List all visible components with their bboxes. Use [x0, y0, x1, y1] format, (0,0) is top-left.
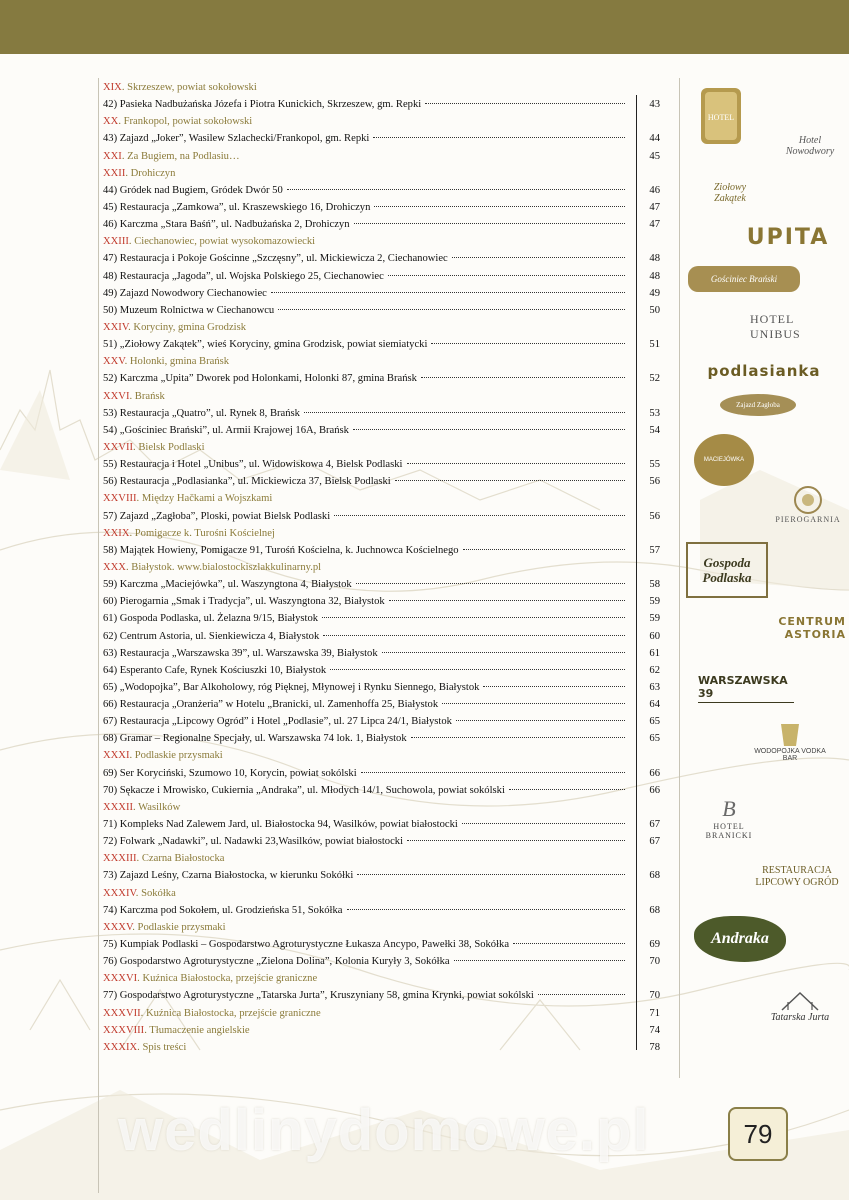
toc-entry-text: 70) Sękacze i Mrowisko, Cukiernia „Andraka”, ul. Młodych 14/1, Suchowola, powiat sokólski — [103, 784, 505, 796]
dot-leader — [454, 959, 625, 961]
dot-leader — [513, 942, 625, 944]
toc-section-heading — [103, 79, 659, 96]
toc-entry — [103, 96, 659, 113]
section-title: . Kuźnica Białostocka, przejście graniczne — [137, 973, 318, 985]
toc-page-number: 68 — [649, 904, 660, 916]
toc-section-heading — [103, 353, 659, 370]
toc-entry — [103, 542, 659, 559]
toc-page-number: 45 — [649, 150, 660, 162]
section-number: XXXI — [103, 750, 130, 762]
section-number: XXXIII — [103, 853, 137, 865]
dot-leader — [538, 993, 625, 995]
section-number: XXXVI — [103, 973, 138, 985]
dot-leader — [353, 428, 625, 430]
toc-entry-text: 59) Karczma „Maciejówka”, ul. Waszyngtona 4, Białystok — [103, 579, 352, 591]
toc-page-number: 67 — [649, 819, 660, 831]
toc-section-heading — [103, 1022, 659, 1039]
toc-entry-text: 49) Zajazd Nowodwory Ciechanowiec — [103, 287, 267, 299]
toc-section-heading — [103, 113, 659, 130]
svg-text:HOTEL: HOTEL — [707, 113, 735, 122]
section-number: XXIV — [103, 321, 129, 333]
dot-leader — [334, 514, 625, 516]
dot-leader — [388, 274, 625, 276]
section-number: XXX — [103, 561, 126, 573]
logo-gosciniec-branski: Gościniec Brański — [688, 266, 800, 292]
toc-page-number: 43 — [649, 99, 660, 111]
toc-entry — [103, 473, 659, 490]
dot-leader — [271, 291, 625, 293]
dot-leader — [462, 822, 625, 824]
section-number: XXXVII — [103, 1007, 141, 1019]
toc-entry — [103, 250, 659, 267]
toc-entry — [103, 713, 659, 730]
section-title: . Bielsk Podlaski — [133, 441, 205, 453]
toc-page-number: 68 — [649, 870, 660, 882]
section-title: . Podlaskie przysmaki — [132, 921, 226, 933]
toc-entry — [103, 199, 659, 216]
toc-entry — [103, 902, 659, 919]
dot-leader — [463, 548, 625, 550]
toc-section-heading — [103, 439, 659, 456]
toc-entry — [103, 662, 659, 679]
section-title: . Skrzeszew, powiat sokołowski — [121, 82, 257, 93]
toc-entry-text: 42) Pasieka Nadbużańska Józefa i Piotra Kunickich, Skrzeszew, gm. Repki — [103, 99, 422, 111]
toc-page-number: 67 — [649, 836, 660, 848]
toc-page-number: 70 — [649, 956, 660, 968]
page-number: 79 — [728, 1107, 788, 1161]
toc-entry-text: 43) Zajazd „Joker”, Wasilew Szlachecki/Frankopol, gm. Repki — [103, 133, 370, 145]
toc-page-number: 59 — [649, 613, 660, 625]
toc-section-heading — [103, 885, 659, 902]
dot-leader — [452, 256, 625, 258]
section-number: XIX — [103, 82, 122, 93]
toc-section-heading — [103, 747, 659, 764]
toc-entry-text: 57) Zajazd „Zagłoba”, Ploski, powiat Bielsk Podlaski — [103, 510, 331, 522]
dot-leader — [356, 582, 625, 584]
dot-leader — [322, 616, 625, 618]
toc-page-number: 78 — [649, 1041, 660, 1053]
section-title: . Białystok. www.bialostockiszlakkulinarny.pl — [125, 561, 322, 573]
logo-maciejowka: MACIEJÓWKA — [694, 434, 754, 486]
toc-entry — [103, 456, 659, 473]
section-title: . Frankopol, powiat sokołowski — [118, 116, 253, 128]
dot-leader — [407, 839, 625, 841]
dot-leader — [304, 411, 625, 413]
dot-leader — [354, 222, 625, 224]
toc-entry — [103, 696, 659, 713]
toc-entry-text: 54) „Gościniec Brański”, ul. Armii Krajowej 16A, Brańsk — [103, 424, 349, 436]
logo-hotel-branicki: B HOTEL BRANICKI — [705, 796, 753, 840]
section-number: XX — [103, 116, 119, 128]
left-rule — [98, 78, 99, 1193]
section-number: XXIX — [103, 527, 130, 539]
toc-page-number: 69 — [649, 939, 660, 951]
toc-page-number: 48 — [649, 270, 660, 282]
section-number: XXII — [103, 167, 126, 179]
toc-entry-text: 50) Muzeum Rolnictwa w Ciechanowcu — [103, 304, 275, 316]
toc-entry — [103, 679, 659, 696]
toc-entry-text: 61) Gospoda Podlaska, ul. Żelazna 9/15, Białystok — [103, 613, 319, 625]
section-number: XXV — [103, 356, 125, 368]
dot-leader — [456, 719, 625, 721]
toc-page-number: 65 — [649, 733, 660, 745]
toc-entry-text: 64) Esperanto Cafe, Rynek Kościuszki 10, Białystok — [103, 664, 327, 676]
toc-entry-text: 44) Gródek nad Bugiem, Gródek Dwór 50 — [103, 184, 283, 196]
toc-entry-text: 68) Gramar – Regionalne Specjały, ul. Warszawska 74 lok. 1, Białystok — [103, 733, 407, 745]
toc-entry — [103, 610, 659, 627]
toc-section-heading — [103, 233, 659, 250]
toc-entry-text: 46) Karczma „Stara Baśń”, ul. Nadbużańska 2, Drohiczyn — [103, 219, 350, 231]
logo-podlasianka: podlasianka — [707, 362, 821, 380]
logo-hotel-unibus: HOTEL UNIBUS — [750, 312, 801, 341]
toc-section-heading — [103, 148, 659, 165]
section-title: . Pomigacze k. Turośni Kościelnej — [129, 527, 275, 539]
watermark: wedlinydomowe.pl — [118, 1098, 650, 1163]
table-of-contents — [103, 79, 659, 1056]
toc-section-heading — [103, 388, 659, 405]
logo-hotel-nowodwory: Hotel Nowodwory — [785, 135, 835, 157]
toc-page-number: 70 — [649, 990, 660, 1002]
toc-page-number: 66 — [649, 784, 660, 796]
toc-entry — [103, 628, 659, 645]
dot-leader — [395, 479, 625, 481]
toc-entry-text: 66) Restauracja „Oranżeria” w Hotelu „Branicki, ul. Zamenhoffa 25, Białystok — [103, 699, 439, 711]
toc-page-number: 56 — [649, 476, 660, 488]
toc-entry-text: 56) Restauracja „Podlasianka”, ul. Mickiewicza 37, Bielsk Podlaski — [103, 476, 391, 488]
toc-entry-text: 58) Majątek Howieny, Pomigacze 91, Turośń Kościelna, k. Juchnowca Kościelnego — [103, 544, 459, 556]
toc-entry — [103, 730, 659, 747]
section-number: XXVI — [103, 390, 130, 402]
logo-gospoda-podlaska: Gospoda Podlaska — [686, 542, 768, 598]
dot-leader — [483, 685, 625, 687]
logo-andraka: Andraka — [694, 916, 786, 962]
toc-entry — [103, 370, 659, 387]
toc-entry-text: 74) Karczma pod Sokołem, ul. Grodzieńska 51, Sokółka — [103, 904, 343, 916]
toc-entry-text: 62) Centrum Astoria, ul. Sienkiewicza 4, Białystok — [103, 630, 320, 642]
toc-entry-text: 65) „Wodopojka”, Bar Alkoholowy, róg Pięknej, Młynowej i Rynku Siennego, Białystok — [103, 681, 480, 693]
dot-leader — [278, 308, 625, 310]
dot-leader — [382, 651, 625, 653]
toc-section-heading — [103, 919, 659, 936]
toc-entry — [103, 405, 659, 422]
toc-entry — [103, 645, 659, 662]
dot-leader — [509, 788, 625, 790]
logo-pierogarnia: PIEROGARNIA — [772, 480, 844, 528]
toc-section-heading — [103, 799, 659, 816]
logo-centrum-astoria: CENTRUM ASTORIA — [778, 615, 846, 641]
toc-page-number: 49 — [649, 287, 660, 299]
dot-leader — [407, 462, 626, 464]
toc-entry — [103, 782, 659, 799]
dot-leader — [389, 599, 625, 601]
section-number: XXXIV — [103, 887, 136, 899]
toc-entry — [103, 867, 659, 884]
toc-section-heading — [103, 1039, 659, 1056]
toc-entry — [103, 182, 659, 199]
section-number: XXXVIII — [103, 1024, 145, 1036]
dot-leader — [347, 908, 626, 910]
toc-entry — [103, 936, 659, 953]
section-title: . Podlaskie przysmaki — [129, 750, 223, 762]
toc-entry-text: 60) Pierogarnia „Smak i Tradycja”, ul. Waszyngtona 32, Białystok — [103, 596, 385, 608]
section-number: XXVII — [103, 441, 134, 453]
toc-page-number: 58 — [649, 579, 660, 591]
toc-page-number: 65 — [649, 716, 660, 728]
toc-entry — [103, 268, 659, 285]
dot-leader — [361, 771, 625, 773]
section-title: . Holonki, gmina Brańsk — [124, 356, 230, 368]
dot-leader — [373, 136, 625, 138]
toc-page-number: 50 — [649, 304, 660, 316]
dot-leader — [431, 342, 625, 344]
section-title: . Za Bugiem, na Podlasiu… — [121, 150, 240, 162]
dot-leader — [421, 376, 625, 378]
toc-section-heading — [103, 165, 659, 182]
section-number: XXIII — [103, 236, 129, 248]
toc-page-number: 63 — [649, 681, 660, 693]
toc-entry-text: 67) Restauracja „Lipcowy Ogród” i Hotel „Podlasie”, ul. 27 Lipca 24/1, Białystok — [103, 716, 452, 728]
toc-entry — [103, 285, 659, 302]
toc-entry-text: 69) Ser Koryciński, Szumowo 10, Korycin, powiat sokólski — [103, 767, 357, 779]
toc-page-number: 47 — [649, 201, 660, 213]
section-number: XXI — [103, 150, 122, 162]
toc-page-number: 64 — [649, 699, 660, 711]
toc-entry-text: 52) Karczma „Upita” Dworek pod Holonkami, Holonki 87, gmina Brańsk — [103, 373, 417, 385]
section-title: . Kuźnica Białostocka, przejście graniczne — [140, 1007, 321, 1019]
toc-entry-text: 63) Restauracja „Warszawska 39”, ul. Warszawska 39, Białystok — [103, 647, 378, 659]
section-number: XXXII — [103, 801, 134, 813]
toc-page-number: 46 — [649, 184, 660, 196]
toc-entry-text: 53) Restauracja „Quatro”, ul. Rynek 8, Brańsk — [103, 407, 300, 419]
toc-page-number: 48 — [649, 253, 660, 265]
toc-page-number: 60 — [649, 630, 660, 642]
toc-page-number: 62 — [649, 664, 660, 676]
toc-entry-text: 71) Kompleks Nad Zalewem Jard, ul. Białostocka 94, Wasilków, powiat białostocki — [103, 819, 458, 831]
dot-leader — [425, 102, 625, 104]
toc-entry-text: 72) Folwark „Nadawki”, ul. Nadawki 23,Wasilków, powiat białostocki — [103, 836, 404, 848]
toc-page-number: 56 — [649, 510, 660, 522]
toc-page-number: 66 — [649, 767, 660, 779]
toc-page-number: 44 — [649, 133, 660, 145]
toc-entry — [103, 765, 659, 782]
toc-page-number: 51 — [649, 339, 660, 351]
toc-entry-text: 48) Restauracja „Jagoda”, ul. Wojska Polskiego 25, Ciechanowiec — [103, 270, 384, 282]
section-title: . Tłumaczenie angielskie — [144, 1024, 250, 1036]
toc-entry-text: 45) Restauracja „Zamkowa”, ul. Kraszewskiego 16, Drohiczyn — [103, 201, 371, 213]
toc-entry-text: 75) Kumpiak Podlaski – Gospodarstwo Agroturystyczne Łukasza Ancypo, Pawełki 38, Sokółka — [103, 939, 510, 951]
toc-section-heading — [103, 850, 659, 867]
toc-page-number: 71 — [649, 1007, 660, 1019]
toc-section-heading — [103, 559, 659, 576]
toc-entry — [103, 833, 659, 850]
toc-section-heading — [103, 1005, 659, 1022]
toc-page-number: 47 — [649, 219, 660, 231]
section-title: . Spis treści — [137, 1041, 187, 1053]
toc-section-heading — [103, 319, 659, 336]
section-number: XXXIX — [103, 1041, 138, 1053]
dot-leader — [323, 634, 625, 636]
toc-page-number: 61 — [649, 647, 660, 659]
logo-lipcowy-ogrod: RESTAURACJA LIPCOWY OGRÓD — [755, 865, 839, 888]
section-title: . Między Hačkami a Wojszkami — [136, 493, 273, 505]
logo-zagloba: Zajazd Zagłoba — [720, 394, 796, 416]
section-number: XXVIII — [103, 493, 137, 505]
logo-column — [680, 78, 849, 1038]
section-title: . Brańsk — [129, 390, 165, 402]
toc-entry — [103, 302, 659, 319]
section-title: . Koryciny, gmina Grodzisk — [128, 321, 247, 333]
logo-ziolowy-zakatek: Ziołowy Zakątek — [713, 182, 747, 204]
dot-leader — [374, 205, 625, 207]
toc-entry-text: 51) „Ziołowy Zakątek”, wieś Koryciny, gmina Grodzisk, powiat siemiatycki — [103, 339, 428, 351]
toc-entry — [103, 576, 659, 593]
toc-entry-text: 77) Gospodarstwo Agroturystyczne „Tatarska Jurta”, Kruszyniany 58, gmina Krynki, powiat sokólski — [103, 990, 534, 1002]
toc-entry-text: 76) Gospodarstwo Agroturystyczne „Zielona Dolina”, Kolonia Kuryły 3, Sokółka — [103, 956, 450, 968]
section-title: . Sokółka — [135, 887, 176, 899]
toc-entry — [103, 508, 659, 525]
logo-wodopojka: WODOPOJKA VODKA BAR — [750, 714, 830, 770]
toc-entry — [103, 130, 659, 147]
logo-upita: UPITA — [746, 224, 830, 250]
logo-warszawska-39: WARSZAWSKA 39 — [698, 672, 794, 703]
top-decorative-bar — [0, 0, 849, 54]
toc-page-number: 52 — [649, 373, 660, 385]
toc-section-heading — [103, 490, 659, 507]
logo-hotel-top — [698, 86, 744, 146]
section-title: . Czarna Białostocka — [136, 853, 225, 865]
toc-entry — [103, 816, 659, 833]
dot-leader — [411, 736, 625, 738]
toc-page-number: 53 — [649, 407, 660, 419]
toc-entry — [103, 987, 659, 1004]
section-number: XXXV — [103, 921, 133, 933]
toc-entry-text: 55) Restauracja i Hotel „Unibus”, ul. Widowiskowa 4, Bielsk Podlaski — [103, 459, 403, 471]
toc-page-number: 55 — [649, 459, 660, 471]
toc-page-number: 74 — [649, 1024, 660, 1036]
section-title: . Ciechanowiec, powiat wysokomazowiecki — [128, 236, 316, 248]
toc-entry-text: 47) Restauracja i Pokoje Gościnne „Szczęsny”, ul. Mickiewicza 2, Ciechanowiec — [103, 253, 448, 265]
toc-page-number: 54 — [649, 424, 660, 436]
toc-entry — [103, 593, 659, 610]
toc-entry — [103, 953, 659, 970]
section-title: . Drohiczyn — [125, 167, 176, 179]
toc-section-heading — [103, 525, 659, 542]
toc-page-number: 59 — [649, 596, 660, 608]
toc-page-number: 57 — [649, 544, 660, 556]
dot-leader — [330, 668, 625, 670]
toc-entry — [103, 422, 659, 439]
dot-leader — [442, 702, 625, 704]
dot-leader — [287, 188, 625, 190]
branicki-b-glyph: B — [722, 796, 736, 821]
toc-entry — [103, 336, 659, 353]
dot-leader — [357, 873, 625, 875]
toc-entry-text: 73) Zajazd Leśny, Czarna Białostocka, w kierunku Sokółki — [103, 870, 354, 882]
toc-entry — [103, 216, 659, 233]
toc-section-heading — [103, 970, 659, 987]
section-title: . Wasilków — [133, 801, 181, 813]
logo-tatarska-jurta: Tatarska Jurta — [764, 978, 836, 1034]
